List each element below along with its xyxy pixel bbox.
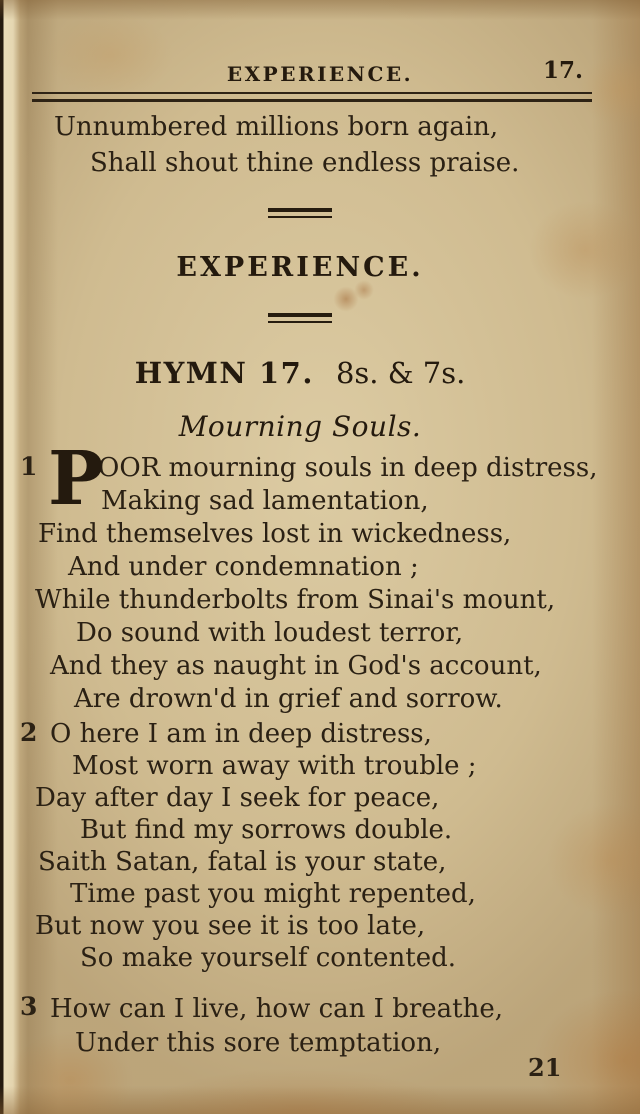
verse-line: OOR mourning souls in deep distress,: [98, 453, 598, 483]
verse-line: And they as naught in God's account,: [50, 651, 542, 681]
verse-2: [0, 718, 640, 974]
verse-line: Find themselves lost in wickedness,: [38, 519, 512, 549]
verse-line: Do sound with loudest terror,: [76, 618, 464, 648]
verse-line: While thunderbolts from Sinai's mount,: [35, 585, 556, 615]
previous-hymn-line: Shall shout thine endless praise.: [90, 148, 520, 178]
verse-line: Making sad lamentation,: [101, 486, 429, 516]
drop-cap: P: [48, 436, 104, 522]
verse-1: [0, 436, 640, 716]
section-title: EXPERIENCE.: [176, 252, 424, 283]
previous-hymn-line: Unnumbered millions born again,: [54, 112, 499, 142]
verse-line: How can I live, how can I breathe,: [50, 994, 504, 1024]
verse-number: 3: [20, 992, 38, 1021]
verse-number: 1: [20, 452, 38, 481]
verse-line: Under this sore temptation,: [75, 1028, 442, 1058]
section-divider-rule: [268, 313, 332, 323]
signature-mark: 21: [528, 1053, 562, 1082]
hymn-heading: [0, 356, 600, 390]
verse-line: Time past you might repented,: [70, 879, 476, 909]
running-head-title: EXPERIENCE.: [226, 62, 414, 86]
verse-line: Day after day I seek for peace,: [35, 783, 440, 813]
verse-number: 2: [20, 718, 38, 747]
page-number: 17.: [543, 57, 584, 84]
verse-line: So make yourself contented.: [80, 943, 457, 973]
section-divider-rule: [268, 208, 332, 218]
verse-line: Are drown'd in grief and sorrow.: [74, 684, 503, 714]
header-double-rule: [32, 92, 592, 104]
verse-line: But now you see it is too late,: [35, 911, 426, 941]
verse-line: And under condemnation ;: [68, 552, 419, 582]
verse-line: O here I am in deep distress,: [50, 719, 432, 749]
hymn-number: HYMN 17.: [134, 356, 314, 390]
hymn-subtitle: Mourning Souls.: [178, 410, 422, 443]
verse-line: Saith Satan, fatal is your state,: [38, 847, 447, 877]
verse-line: Most worn away with trouble ;: [72, 751, 477, 781]
verse-3: [0, 992, 640, 1060]
hymn-meter: 8s. & 7s.: [335, 356, 466, 390]
verse-line: But find my sorrows double.: [80, 815, 453, 845]
